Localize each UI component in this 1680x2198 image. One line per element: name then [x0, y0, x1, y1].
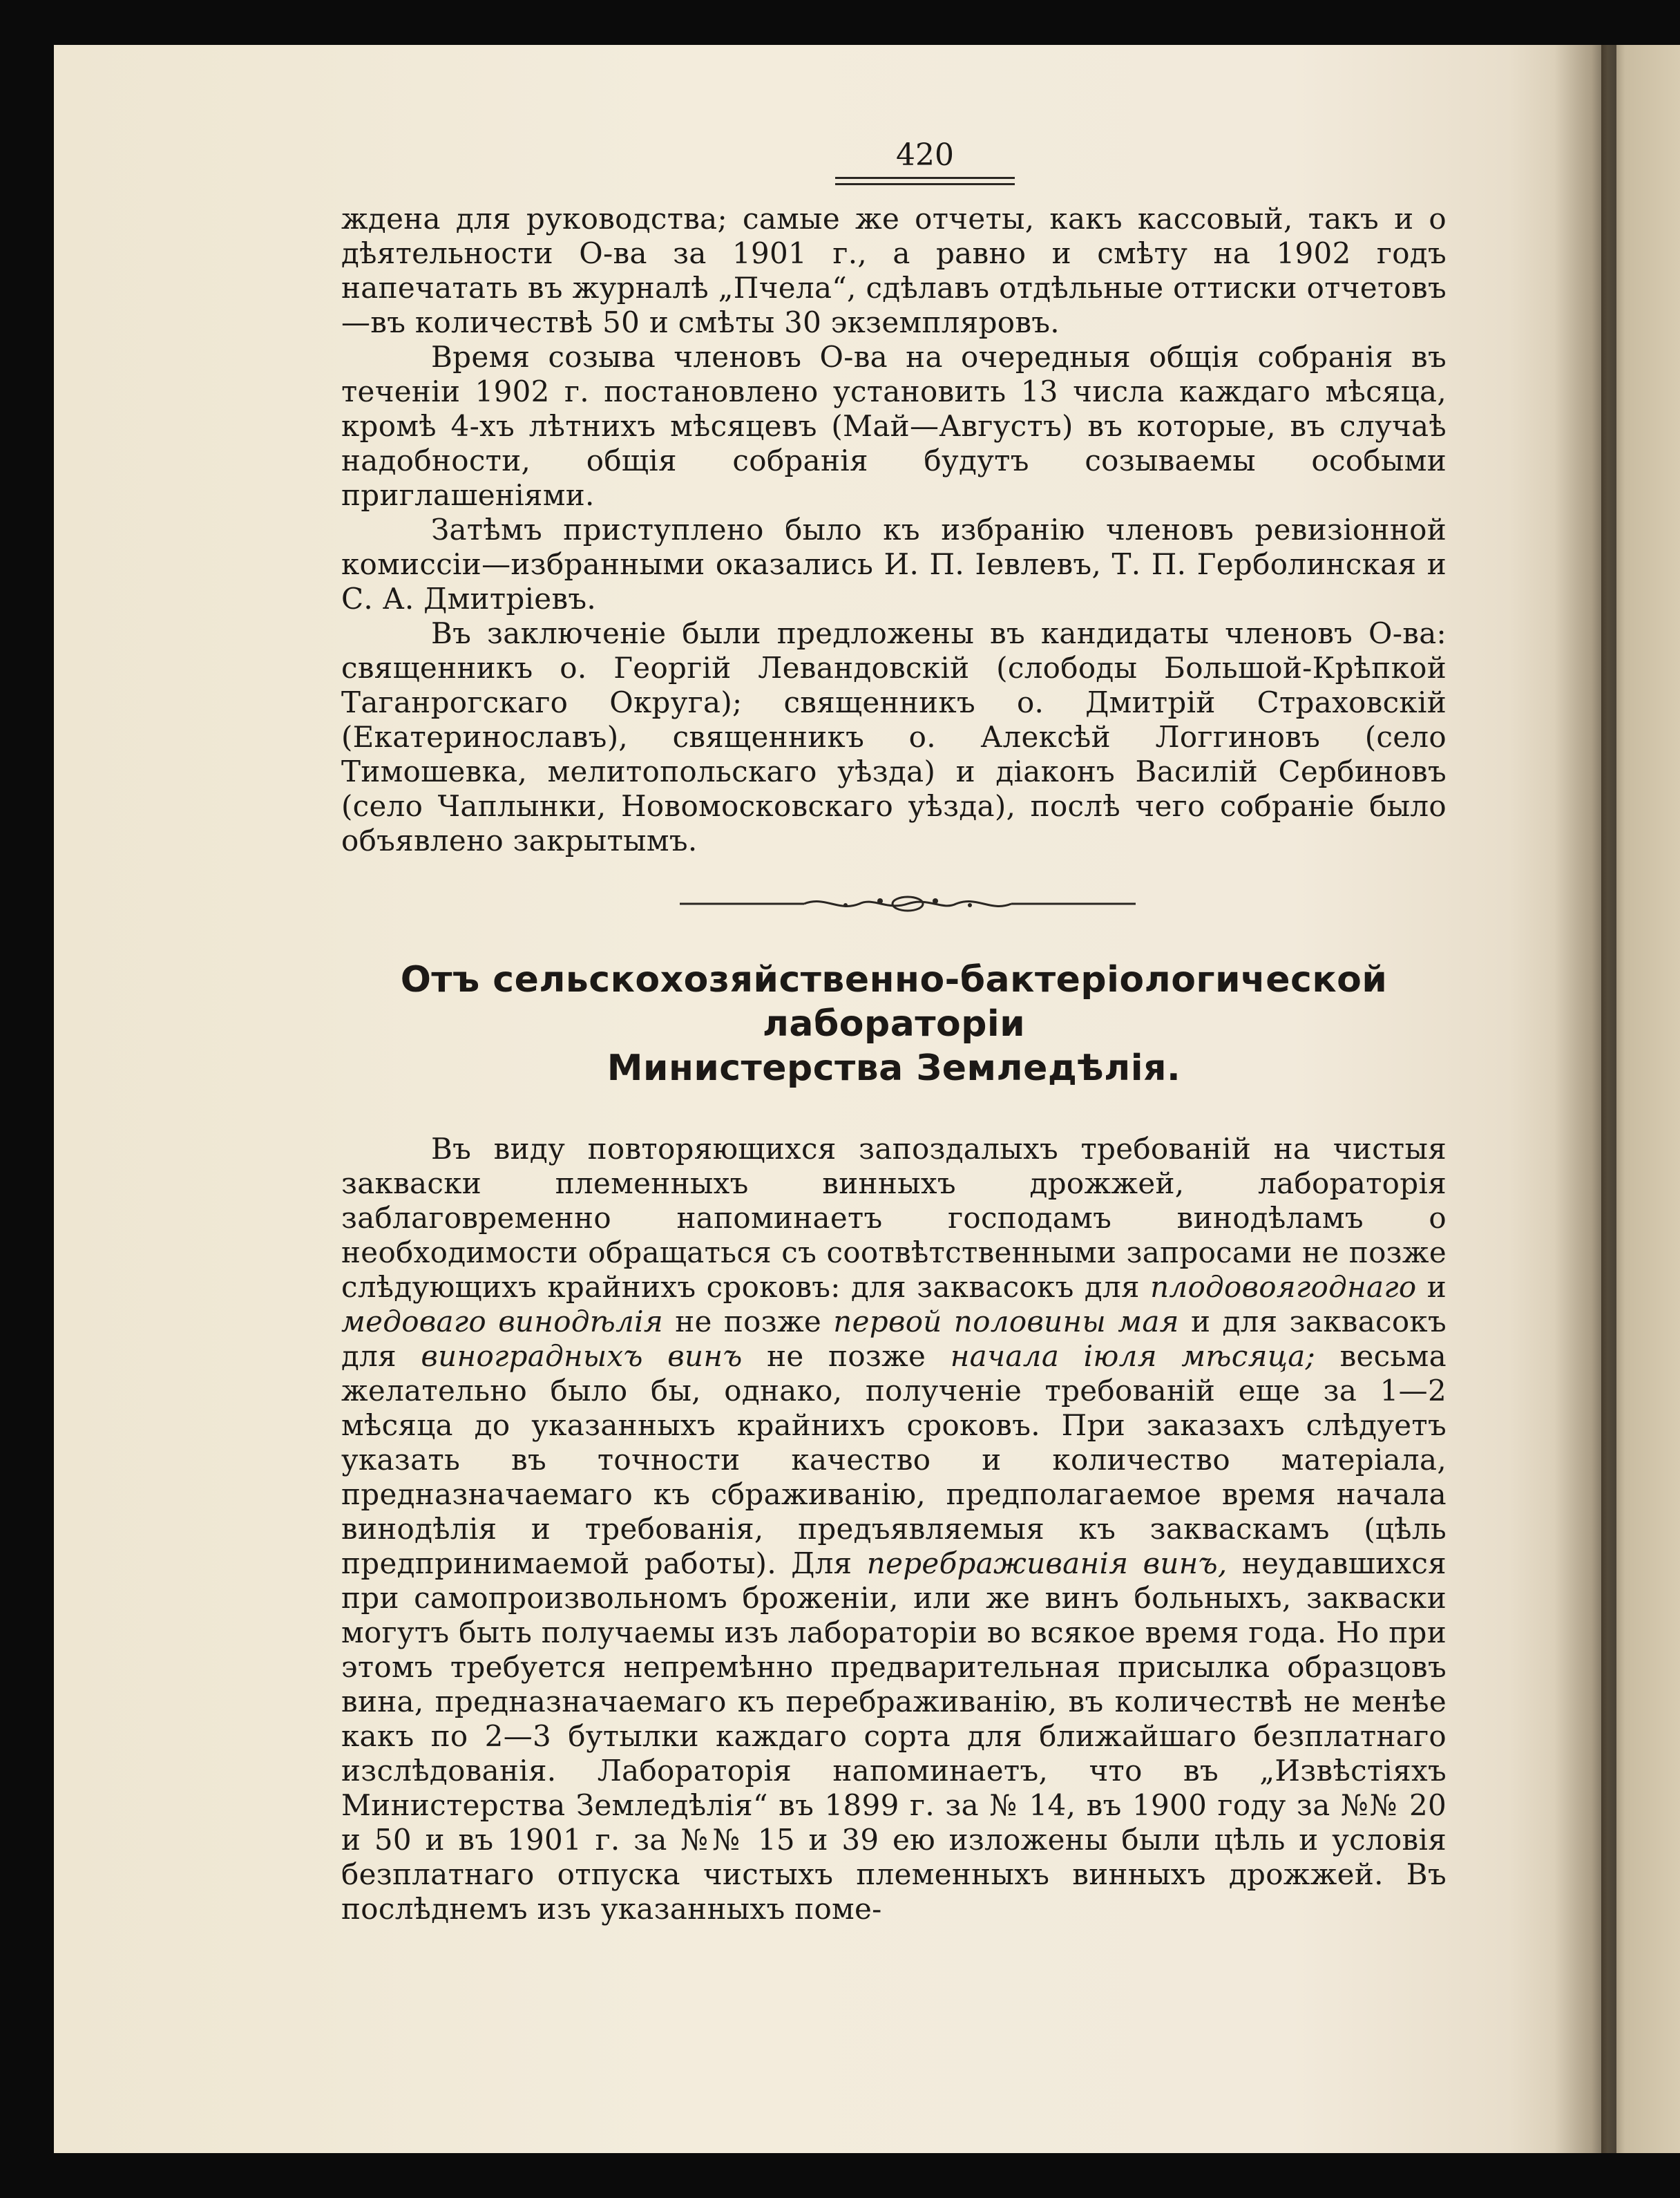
article-italic-3: первой половины мая: [833, 1305, 1179, 1338]
paragraph-report-printing: ждена для руководства; самые же отчеты, какъ кассовый, такъ и о дѣятельности О-ва за 1901 г., а равно и смѣту на 1902 годъ напечатать въ журналѣ „Пчела“, сдѣлавъ отдѣльные оттиски отчетовъ—въ количествѣ 50 и смѣты 30 экземпляровъ.: [341, 202, 1447, 339]
scan-border-top: [0, 0, 1680, 45]
page-number-rule: [835, 177, 1015, 185]
article-italic-6: перебраживанія винъ,: [866, 1546, 1228, 1580]
article-text-1: Въ виду повторяющихся запоздалыхъ требованій на чистыя закваски племенныхъ винныхъ дрожжей, лабораторія заблаговременно напоминаетъ господамъ винодѣламъ о необходимости обращаться съ соотвѣтственными запросами не позже слѣдующихъ крайнихъ сроковъ: для заквасокъ для: [341, 1132, 1447, 1304]
article-heading-line-1: Отъ сельскохозяйственно-бактеріологической лабораторіи: [400, 959, 1388, 1045]
page-number: 420: [896, 138, 954, 173]
article-text-3: не позже: [675, 1305, 822, 1338]
page-gutter-shadow: [1554, 45, 1616, 2153]
article-text-2: и: [1426, 1270, 1447, 1304]
section-divider-ornament: [680, 890, 1136, 918]
article-italic-2: медоваго винодѣлія: [341, 1305, 663, 1338]
article-italic-1: плодовоягоднаго: [1150, 1270, 1417, 1304]
scan-border-bottom: [0, 2153, 1680, 2198]
paragraph-candidates: Въ заключеніе были предложены въ кандидаты членовъ О-ва: священникъ о. Георгій Левандовскій (слободы Большой-Крѣпкой Таганрогскаго Округа); священникъ о. Дмитрій Страховскій (Екатеринославъ), священникъ о. Алексѣй Логгиновъ (село Тимошевка, мелитопольскаго уѣзда) и діаконъ Василій Сербиновъ (село Чаплынки, Новомосковскаго уѣзда), послѣ чего собраніе было объявлено закрытымъ.: [341, 616, 1447, 858]
article-text-4: и для заквасокъ для: [341, 1305, 1447, 1373]
article-text-6: весьма желательно было бы, однако, полученіе требованій еще за 1—2 мѣсяца до указанныхъ крайнихъ сроковъ. При заказахъ слѣдуетъ указать въ точности качество и количество матеріала, предназначаемаго къ сбраживанію, предполагаемое время начала винодѣлія и требованія, предъявляемыя къ заквaскамъ (цѣль предпринимаемой работы). Для: [341, 1339, 1447, 1580]
scan-border-left: [0, 0, 54, 2198]
article-text-7: неудавшихся при самопроизвольномъ броженіи, или же винъ больныхъ, закваски могутъ быть получаемы изъ лабораторіи во всякое время года. Но при этомъ требуется непремѣнно предварительная присылка образцовъ вина, предназначаемаго къ перебраживанію, въ количествѣ не менѣе какъ по 2—3 бутылки каждаго сорта для ближайшаго безплатнаго изслѣдованія. Лабораторія напоминаетъ, что въ „Извѣстіяхъ Министерства Земледѣлія“ въ 1899 г. за № 14, въ 1900 году за №№ 20 и 50 и въ 1901 г. за №№ 15 и 39 ею изложены были цѣль и условія безплатнаго отпуска чистыхъ племенныхъ винныхъ дрожжей. Въ послѣднемъ изъ указанныхъ поме-: [341, 1546, 1447, 1926]
article-heading-line-2: Министерства Земледѣлія.: [607, 1048, 1181, 1089]
article-heading: [341, 958, 1447, 1090]
article-paragraph: [341, 1132, 1447, 1926]
article-text-5: не позже: [767, 1339, 926, 1373]
article-italic-5: начала іюля мѣсяца;: [950, 1339, 1316, 1373]
page-text-block: [341, 138, 1447, 1926]
article-italic-4: виноградныхъ винъ: [421, 1339, 743, 1373]
paragraph-audit-commission: Затѣмъ приступлено было къ избранію членовъ ревизіонной комиссіи—избранными оказались И. П. Іевлевъ, Т. П. Герболинская и С. А. Дмитріевъ.: [341, 513, 1447, 616]
paragraph-meeting-schedule: Время созыва членовъ О-ва на очередныя общія собранія въ теченіи 1902 г. постановлено установить 13 числа каждаго мѣсяца, кромѣ 4-хъ лѣтнихъ мѣсяцевъ (Май—Августъ) въ которые, въ случаѣ надобности, общія собранія будутъ созываемы особыми приглашеніями.: [341, 340, 1447, 512]
